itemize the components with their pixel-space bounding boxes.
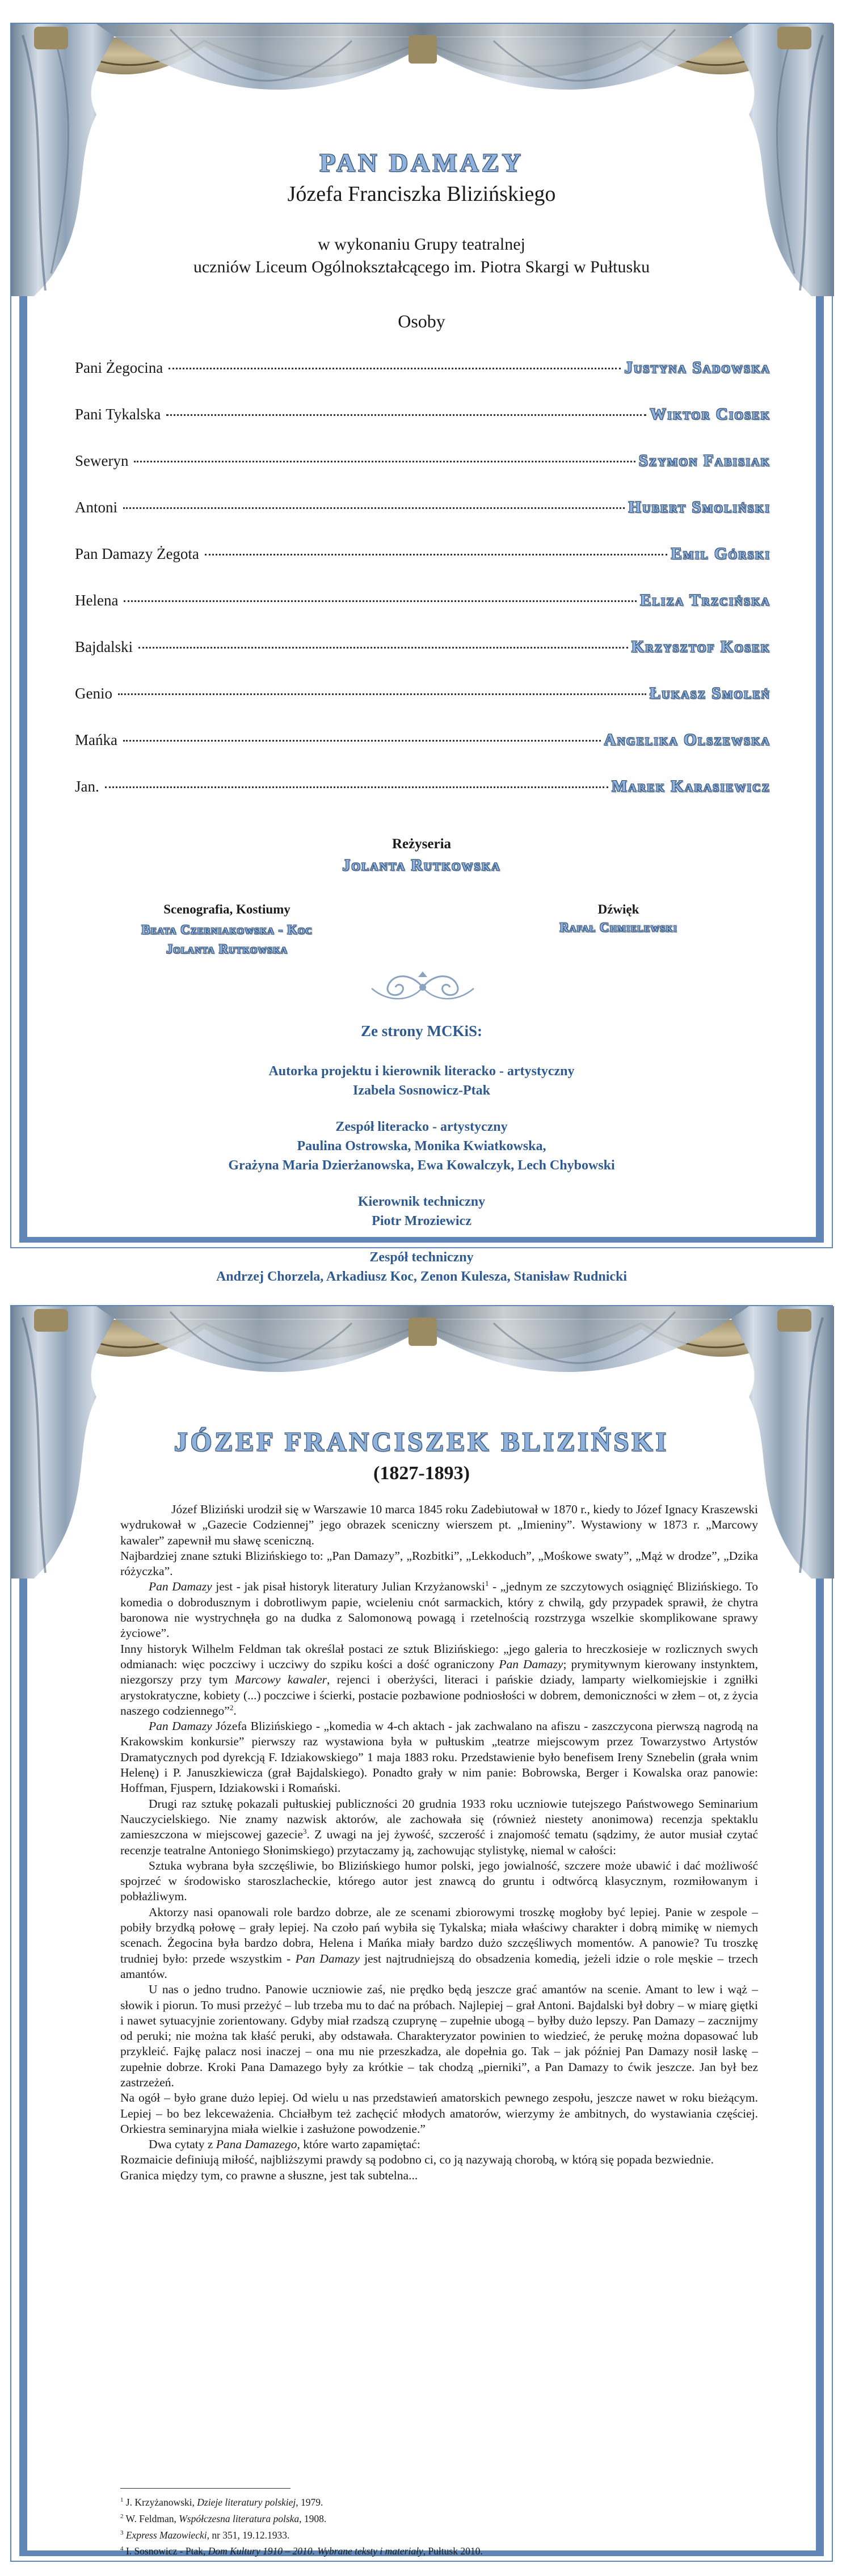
performed-by-line-1: w wykonaniu Grupy teatralnej	[318, 235, 525, 254]
text-run: , rejenci i oberżyści, literaci i pańskie dziady, lamparty wielkomiejskie i zgniłki arystokratyczne, kobiety (...) poczciwe i ścierki, postacie pozbawione podniosłości w dobrem, demoniczności w złem – ot, z życia naszego codziennego”	[120, 1673, 758, 1718]
cast-row	[75, 359, 771, 405]
mckis-credits	[11, 1022, 832, 1303]
cast-role: Mańka	[75, 731, 117, 748]
footnote-ref: 3	[303, 1827, 307, 1836]
text-run: Drugi raz sztukę pokazali pułtuskiej publiczności 20 grudnia 1933 roku uczniowie tutejszego Państwowego Seminarium Nauczycielskiego. Nie znamy nazwisk aktorów, ale zachowała się (również niestety anonimowa) recenzja spektaklu zamieszczona w miejscowej gazecie	[120, 1796, 758, 1842]
credit-group	[11, 1062, 832, 1100]
cast-role: Antoni	[75, 499, 118, 516]
paragraph: Rozmaicie definiują miłość, najbliższymi prawdy są podobno ci, co ją nazywają chorobą, w którą się popada bezwiednie.	[120, 2153, 714, 2167]
emphasis: Express Mazowiecki	[125, 2529, 207, 2541]
cast-actor: Marek Karasiewicz	[611, 777, 771, 795]
paragraph: Józef Bliziński urodził się w Warszawie 10 marca 1845 roku Zadebiutował w 1870 r., kiedy to Józef Ignacy Kraszewski wydrukował w „Gazecie Codziennej” jego obrazek sceniczny wierszem pt. „Imieniny”. Wystawiony w 1873 r. „Marcowy kawaler” zapewnił mu sławę sceniczną.	[120, 1502, 758, 1547]
emphasis: Pana Damazego	[216, 2137, 297, 2152]
cast-actor: Krzysztof Kosek	[631, 638, 771, 656]
dot-leader	[123, 740, 601, 742]
cast-actor: Szymon Fabisiak	[638, 452, 771, 470]
play-author: Józefa Franciszka Blizińskiego	[287, 182, 556, 206]
text-run: jest najtrudniejszą do obsadzenia komedią, jeżeli idzie o role męskie – trzech amantów.	[120, 1951, 758, 1981]
paragraph: Na ogół – było grane dużo lepiej. Od wielu u nas przedstawień amatorskich pewnego zespołu, jeszcze nawet w roku bieżącym. Lepiej – bo bez lekceważenia. Chciałbym też zachęcić młodych amatorów, wierzymy że ambitnych, do wystawiania częściej. Orkiestra seminaryjna miała wielkie i zasłużone powodzenie.”	[120, 2091, 758, 2136]
footnote	[120, 2542, 758, 2558]
credit-name: Grażyna Maria Dzierżanowska, Ewa Kowalczyk, Lech Chybowski	[228, 1158, 615, 1173]
credit-title: Kierownik techniczny	[357, 1194, 486, 1209]
paragraph: Najbardziej znane sztuki Blizińskiego to: „Pan Damazy”, „Rozbitki”, „Lekkoduch”, „Mośkowe swaty”, „Mąż w drodze”, „Dzika różyczka”.	[120, 1548, 758, 1579]
cast-actor: Angelika Olszewska	[604, 731, 771, 749]
cast-role: Bajdalski	[75, 638, 133, 655]
footnotes	[120, 2493, 758, 2558]
credit-group	[11, 1117, 832, 1175]
text-run: , Pułtusk 2010.	[423, 2545, 483, 2557]
text-run: , nr 351, 19.12.1933.	[207, 2529, 290, 2541]
credit-title: Zespół literacko - artystyczny	[335, 1119, 508, 1134]
cast-row	[75, 405, 771, 452]
paragraph	[120, 1579, 758, 1641]
paragraph: Inny historyk Wilhelm Feldman tak określał postaci ze sztuk Blizińskiego: „jego galeria to hreczkosieje w rozlicznych swych odmianach: więc poczciwy i uczciwy do szpiku kości a dość ograniczony Pan Damazy; prymitywnym kierowany instynktem, niezgorszy przy tym Marcowy kawaler, rejenci i oberżyści, literaci i pańskie dziady, lamparty wielkomiejskie i zgniłki arystokratyczne, kobiety (...) poczciwe i ścierki, postacie pozbawione podniosłości w dobrem, demoniczności w złem – ot, z życia naszego codziennego”$^2$.	[120, 1641, 758, 1718]
biography-body	[120, 1502, 758, 2183]
cast-list	[75, 359, 771, 824]
credit-name: Piotr Mroziewicz	[372, 1214, 471, 1228]
cast-row	[75, 452, 771, 498]
cast-row	[75, 545, 771, 591]
footnote-number: 1	[120, 2497, 124, 2503]
cast-row	[75, 498, 771, 545]
credit-name: Andrzej Chorzela, Arkadiusz Koc, Zenon Kulesza, Stanisław Rudnicki	[216, 1269, 628, 1284]
emphasis: Dzieje literatury polskiej	[197, 2496, 296, 2508]
text-run: - „jednym ze szczytowych osiągnięć Blizińskiego. To komedia o dobrodusznym i dobrotliwym papie, wcieleniu cnót sarmackich, który z chwilą, gdy przypadek sprawił, że chytra baronowa nie wystrychnęła go na dudka z Salomonową powagą i rzetelnością rozstrzyga wszelkie skomplikowane sprawy życiowe”.	[120, 1580, 758, 1640]
dot-leader	[134, 461, 635, 462]
cast-actor: Emil Górski	[671, 545, 771, 563]
cast-row	[75, 591, 771, 638]
cast-actor: Wiktor Ciosek	[650, 405, 771, 423]
programme-page	[10, 23, 833, 1284]
emphasis: Pan Damazy	[295, 1951, 360, 1965]
emphasis: Marcowy kawaler	[234, 1673, 327, 1687]
footnote-number: 2	[120, 2512, 124, 2520]
sound-label: Dźwięk	[597, 902, 639, 916]
emphasis: Pan Damazy	[149, 1719, 212, 1733]
dot-leader	[138, 647, 628, 649]
text-run: , 1979.	[296, 2496, 323, 2508]
footnote-number: 3	[120, 2529, 124, 2536]
text-run: J. Krzyżanowski,	[123, 2496, 197, 2508]
dot-leader	[123, 507, 625, 509]
footnote-ref: 2	[229, 1703, 234, 1712]
dot-leader	[166, 414, 646, 416]
scenography-name-2: Jolanta Rutkowska	[166, 942, 288, 956]
footnote-number: 4	[120, 2545, 124, 2553]
cast-actor: Hubert Smoliński	[628, 498, 771, 516]
emphasis: Współczesna literatura polska	[179, 2512, 300, 2524]
direction-label: Reżyseria	[391, 836, 452, 852]
paragraph	[120, 1796, 758, 1858]
credit-title: Autorka projektu i kierownik literacko - artystyczny	[268, 1064, 575, 1079]
scenography-name-1: Beata Czerniakowska - Koc	[141, 923, 313, 937]
direction-name: Jolanta Rutkowska	[342, 857, 501, 874]
paragraph: Granica między tym, co prawne a słuszne, jest tak subtelna...	[120, 2168, 418, 2182]
cast-role: Pani Tykalska	[75, 406, 161, 423]
text-run: Aktorzy nasi opanowali role bardzo dobrze, ale ze scenami zbiorowymi troszkę mogłoby być lepiej. Panie w zespole – pobiły brzydką połowę – grały lepiej. Na czoło pań wybiła się Tykalska; miała właściwy charakter i dobrą mimikę w niemych scenach. Żegocina była bardzo dobra, Helena i Mańka miały bardzo dużo szczęśliwych momentów. A panowie? Tu troszkę trudniej było: przede wszystkim -	[120, 1905, 758, 1965]
cast-role: Pani Żegocina	[75, 359, 163, 376]
ornament-divider-icon	[366, 970, 479, 1004]
cast-role: Genio	[75, 685, 112, 702]
cast-row	[75, 684, 771, 731]
mckis-heading: Ze strony MCKiS:	[361, 1022, 482, 1039]
cast-actor: Eliza Trzcińska	[640, 591, 771, 609]
footnote	[120, 2493, 758, 2510]
credit-title: Zespół techniczny	[369, 1250, 474, 1265]
cast-actor: Łukasz Smoleń	[649, 684, 771, 702]
paragraph: Sztuka wybrana była szczęśliwie, bo Blizińskiego humor polski, jego jowialność, szczere może ubawić i dać możliwość spojrzeć w środowisko staroszlacheckie, którego autor jest znawcą do gruntu i odtwórcą klasycznym, rozmiłowanym i pobłażliwym.	[120, 1858, 758, 1904]
cast-row	[75, 731, 771, 777]
dot-leader	[118, 693, 646, 695]
sound-name: Rafał Chmielewski	[559, 920, 677, 935]
paragraph	[120, 2137, 758, 2152]
credit-group	[11, 1192, 832, 1231]
play-title: PAN DAMAZY	[319, 148, 524, 177]
paragraph	[120, 1905, 758, 1982]
cast-role: Jan.	[75, 778, 99, 795]
sound-block	[460, 902, 777, 935]
cast-actor: Justyna Sadowska	[624, 359, 771, 377]
emphasis: Pan Damazy	[149, 1580, 212, 1594]
footnote-divider	[120, 2488, 291, 2489]
credit-name: Izabela Sosnowicz-Ptak	[353, 1083, 490, 1098]
text-run: , 1908.	[299, 2512, 327, 2524]
text-run: . Z uwagi na jej żywość, szczerość i znajomość tematu (sądzimy, że autor musiał czytać recenzje teatralne Antoniego Słonimskiego) przytaczamy ją, zachowując stylistykę, niemal w całości:	[120, 1828, 758, 1857]
text-run: ; prymitywnym kierowany instynktem, niezgorszy przy tym	[120, 1657, 758, 1687]
footnote	[120, 2510, 758, 2526]
text-run: jest - jak pisał historyk literatury Julian Krzyżanowski	[212, 1580, 485, 1594]
cast-role: Pan Damazy Żegota	[75, 545, 199, 562]
performed-by-line-2: uczniów Liceum Ogólnokształcącego im. Piotra Skargi w Pułtusku	[193, 258, 650, 276]
dot-leader	[105, 786, 608, 788]
credit-group	[11, 1248, 832, 1286]
text-run: , które warto zapamiętać:	[297, 2137, 420, 2152]
dot-leader	[124, 600, 637, 602]
credit-name: Paulina Ostrowska, Monika Kwiatkowska,	[297, 1139, 546, 1154]
biography-title: JÓZEF FRANCISZEK BLIZIŃSKI	[174, 1427, 670, 1457]
text-run: W. Feldman,	[123, 2512, 179, 2524]
paragraph: U nas o jedno trudno. Panowie uczniowie zaś, nie prędko będą jeszcze grać amantów na scenie. Amant to lew i wąż – słowik i piorun. To musi przeżyć – lub trzeba mu to dać na próbach. Najlepiej – grał Antoni. Bajdalski był dobry – w miarę giętki i nawet sytuacyjnie zorientowany. Gdyby miał rzadszą czuprynę – zupełnie ubogą – byłby dużo lepszy. Pan Damazy – zacznijmy od peruki; nie można tak kłaść peruki, aby odstawała. Charakteryzator powinien to wiedzieć, że perukę można dopasować lub przykleić. Fajkę palacz nosi inaczej – ona mu nie przeszkadza, ale dopełnia go. Tak – jak później Pan Damazy nosił laskę – zupełnie dobrze. Kroki Pana Damazego były za krótkie – tak chodzą „pierniki”, a Pan Damazy to ćwik jeszcze. Jan był bez zastrzeżeń.	[120, 1982, 758, 2089]
dot-leader	[205, 554, 667, 555]
cast-role: Seweryn	[75, 452, 129, 469]
scenography-block	[91, 902, 363, 959]
cast-row	[75, 638, 771, 684]
paragraph	[120, 1719, 758, 1796]
cast-role: Helena	[75, 592, 119, 609]
footnote-ref: 1	[485, 1579, 489, 1588]
biography-dates: (1827-1893)	[373, 1463, 470, 1484]
dot-leader	[169, 368, 621, 369]
cast-heading: Osoby	[398, 311, 445, 331]
text-run: I. Sosnowicz - Ptak,	[123, 2545, 208, 2557]
footnote	[120, 2526, 758, 2543]
biography-page	[10, 1305, 833, 2562]
text-run: Dwa cytaty z	[149, 2137, 216, 2152]
text-run: Józefa Blizińskiego - „komedia w 4-ch aktach - jak zachwalano na afiszu - zaszczycona pierwszą nagrodą na Krakowskim konkursie” pierwszy raz wystawiona była w pułtuskim „teatrze miejscowym przez Towarzystwo Artystów Dramatycznych pod dyrekcją F. Idziakowskiego” 1 maja 1883 roku. Przedstawienie było benefisem Ireny Sznebelin (grała wnim Helenę) i P. Januszkiewicza (grał Bajdalskiego). Ponadto grały w nim panie: Bobrowska, Berger i Kowalska oraz panowie: Hoffman, Fjuspern, Idziakowski i Romański.	[120, 1719, 758, 1795]
emphasis: Pan Damazy	[499, 1657, 563, 1671]
text-run: Inny historyk Wilhelm Feldman tak określał postaci ze sztuk Blizińskiego: „jego galeria to hreczkosieje w rozlicznych swych odmianach: więc poczciwy i uczciwy do szpiku kości a dość ograniczony	[120, 1641, 758, 1671]
cast-row	[75, 777, 771, 824]
emphasis: Dom Kultury 1910 – 2010. Wybrane teksty i materiały	[208, 2545, 423, 2557]
scenography-label: Scenografia, Kostiumy	[163, 902, 291, 916]
